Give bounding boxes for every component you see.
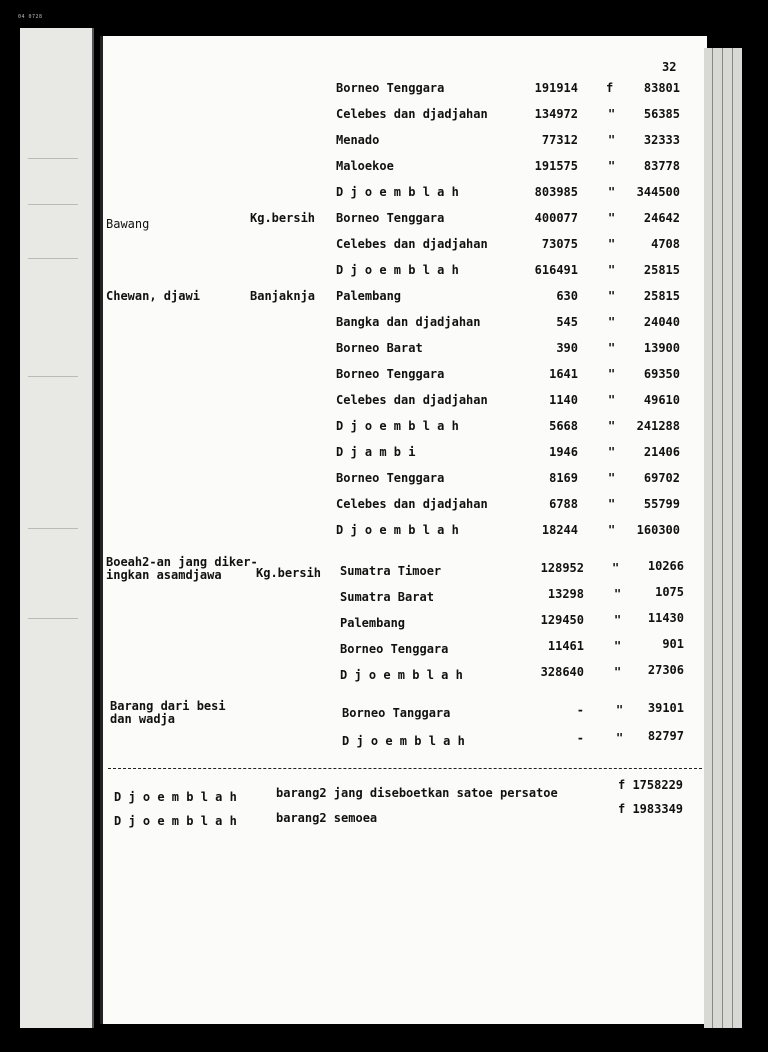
region-label: Bangka dan djadjahan <box>336 315 481 329</box>
region-label: Palembang <box>336 289 402 303</box>
region-label: Borneo Barat <box>336 341 423 355</box>
region-label: D j a m b i <box>336 445 416 459</box>
quantity-value: 390 <box>556 341 578 355</box>
region-label: Celebes dan djadjahan <box>336 237 488 251</box>
region-label: Borneo Tenggara <box>336 81 445 95</box>
value-amount: 39101 <box>647 701 684 715</box>
unit-label: Banjaknja <box>250 289 316 303</box>
commodity-name: Chewan, djawi <box>106 289 200 303</box>
value-amount: 344500 <box>636 185 680 199</box>
ditto-mark: " <box>608 393 616 407</box>
subtotal-label: D j o e m b l a h <box>342 734 465 748</box>
commodity-name: Barang dari besi dan wadja <box>110 699 226 726</box>
value-amount: 1075 <box>655 585 684 599</box>
ditto-mark: " <box>608 185 616 199</box>
region-label: Borneo Tanggara <box>342 706 451 720</box>
quantity-value: 5668 <box>549 419 578 433</box>
grand-total-label: D j o e m b l a h <box>114 790 237 804</box>
value-amount: 160300 <box>636 523 680 537</box>
grand-total-label: D j o e m b l a h <box>114 814 237 828</box>
subtotal-label: D j o e m b l a h <box>336 263 459 277</box>
ditto-mark: " <box>616 703 624 717</box>
ditto-mark: " <box>608 159 616 173</box>
region-label: Sumatra Timoer <box>340 564 442 578</box>
quantity-value: 73075 <box>541 237 578 251</box>
quantity-value: 134972 <box>534 107 578 121</box>
unit-label: Kg.bersih <box>250 211 316 225</box>
ditto-mark: " <box>608 341 616 355</box>
value-amount: 901 <box>662 637 684 651</box>
quantity-value: 77312 <box>541 133 578 147</box>
value-amount: 25815 <box>643 263 680 277</box>
ditto-mark: " <box>608 471 616 485</box>
quantity-value: - <box>576 731 584 745</box>
ditto-mark: " <box>614 665 622 679</box>
region-label: Borneo Tenggara <box>340 642 449 656</box>
quantity-value: 1140 <box>549 393 578 407</box>
value-amount: 69702 <box>643 471 680 485</box>
quantity-value: 545 <box>556 315 578 329</box>
quantity-value: 129450 <box>540 613 584 627</box>
subtotal-label: D j o e m b l a h <box>340 668 463 682</box>
value-amount: 10266 <box>647 559 684 573</box>
ditto-mark: " <box>614 587 622 601</box>
ditto-mark: " <box>614 613 622 627</box>
ditto-mark: " <box>608 497 616 511</box>
value-amount: 55799 <box>643 497 680 511</box>
region-label: Borneo Tenggara <box>336 367 445 381</box>
quantity-value: 191575 <box>534 159 578 173</box>
quantity-value: 630 <box>556 289 578 303</box>
currency-symbol: f <box>606 81 614 95</box>
grand-total-value: f 1758229 <box>618 778 684 792</box>
value-amount: 24040 <box>643 315 680 329</box>
ditto-mark: " <box>608 211 616 225</box>
grand-total-value: f 1983349 <box>618 802 684 816</box>
value-amount: 25815 <box>643 289 680 303</box>
ditto-mark: " <box>608 419 616 433</box>
page-number: 32 <box>662 60 677 74</box>
value-amount: 32333 <box>643 133 680 147</box>
subtotal-label: D j o e m b l a h <box>336 185 459 199</box>
quantity-value: 1641 <box>549 367 578 381</box>
ditto-mark: " <box>608 367 616 381</box>
commodity-name: Bawang <box>106 217 150 231</box>
value-amount: 56385 <box>643 107 680 121</box>
value-amount: 83778 <box>643 159 680 173</box>
quantity-value: 1946 <box>549 445 578 459</box>
region-label: Celebes dan djadjahan <box>336 497 488 511</box>
commodity-name: Boeah2-an jang diker- ingkan asamdjawa <box>106 555 258 582</box>
value-amount: 49610 <box>643 393 680 407</box>
dashed-separator <box>108 768 702 769</box>
value-amount: 21406 <box>643 445 680 459</box>
subtotal-label: D j o e m b l a h <box>336 419 459 433</box>
value-amount: 13900 <box>643 341 680 355</box>
region-label: Borneo Tenggara <box>336 471 445 485</box>
next-pages-edge <box>704 48 742 1028</box>
ditto-mark: " <box>608 315 616 329</box>
ditto-mark: " <box>608 523 616 537</box>
ditto-mark: " <box>608 289 616 303</box>
value-amount: 241288 <box>636 419 680 433</box>
quantity-value: 18244 <box>541 523 578 537</box>
value-amount: 69350 <box>643 367 680 381</box>
region-label: Menado <box>336 133 380 147</box>
value-amount: 83801 <box>643 81 680 95</box>
value-amount: 27306 <box>647 663 684 677</box>
region-label: Maloekoe <box>336 159 394 173</box>
value-amount: 24642 <box>643 211 680 225</box>
subtotal-label: D j o e m b l a h <box>336 523 459 537</box>
region-label: Sumatra Barat <box>340 590 434 604</box>
previous-page-edge <box>20 28 94 1028</box>
ditto-mark: " <box>608 133 616 147</box>
unit-label: Kg.bersih <box>256 566 322 580</box>
quantity-value: 13298 <box>547 587 584 601</box>
quantity-value: 328640 <box>540 665 584 679</box>
value-amount: 11430 <box>647 611 684 625</box>
quantity-value: 803985 <box>534 185 578 199</box>
ditto-mark: " <box>612 561 620 575</box>
ditto-mark: " <box>608 445 616 459</box>
ditto-mark: " <box>614 639 622 653</box>
ditto-mark: " <box>608 237 616 251</box>
quantity-value: 191914 <box>534 81 578 95</box>
quantity-value: 616491 <box>534 263 578 277</box>
region-label: Celebes dan djadjahan <box>336 393 488 407</box>
grand-total-description: barang2 jang diseboetkan satoe persatoe <box>276 786 558 800</box>
quantity-value: 128952 <box>540 561 584 575</box>
value-amount: 4708 <box>651 237 680 251</box>
grand-total-description: barang2 semoea <box>276 811 378 825</box>
quantity-value: 11461 <box>547 639 584 653</box>
quantity-value: - <box>576 703 584 717</box>
quantity-value: 6788 <box>549 497 578 511</box>
ditto-mark: " <box>608 107 616 121</box>
value-amount: 82797 <box>647 729 684 743</box>
ditto-mark: " <box>616 731 624 745</box>
region-label: Celebes dan djadjahan <box>336 107 488 121</box>
region-label: Borneo Tenggara <box>336 211 445 225</box>
region-label: Palembang <box>340 616 406 630</box>
quantity-value: 8169 <box>549 471 578 485</box>
quantity-value: 400077 <box>534 211 578 225</box>
ditto-mark: " <box>608 263 616 277</box>
archive-corner-mark: 04 0728 <box>18 14 43 20</box>
